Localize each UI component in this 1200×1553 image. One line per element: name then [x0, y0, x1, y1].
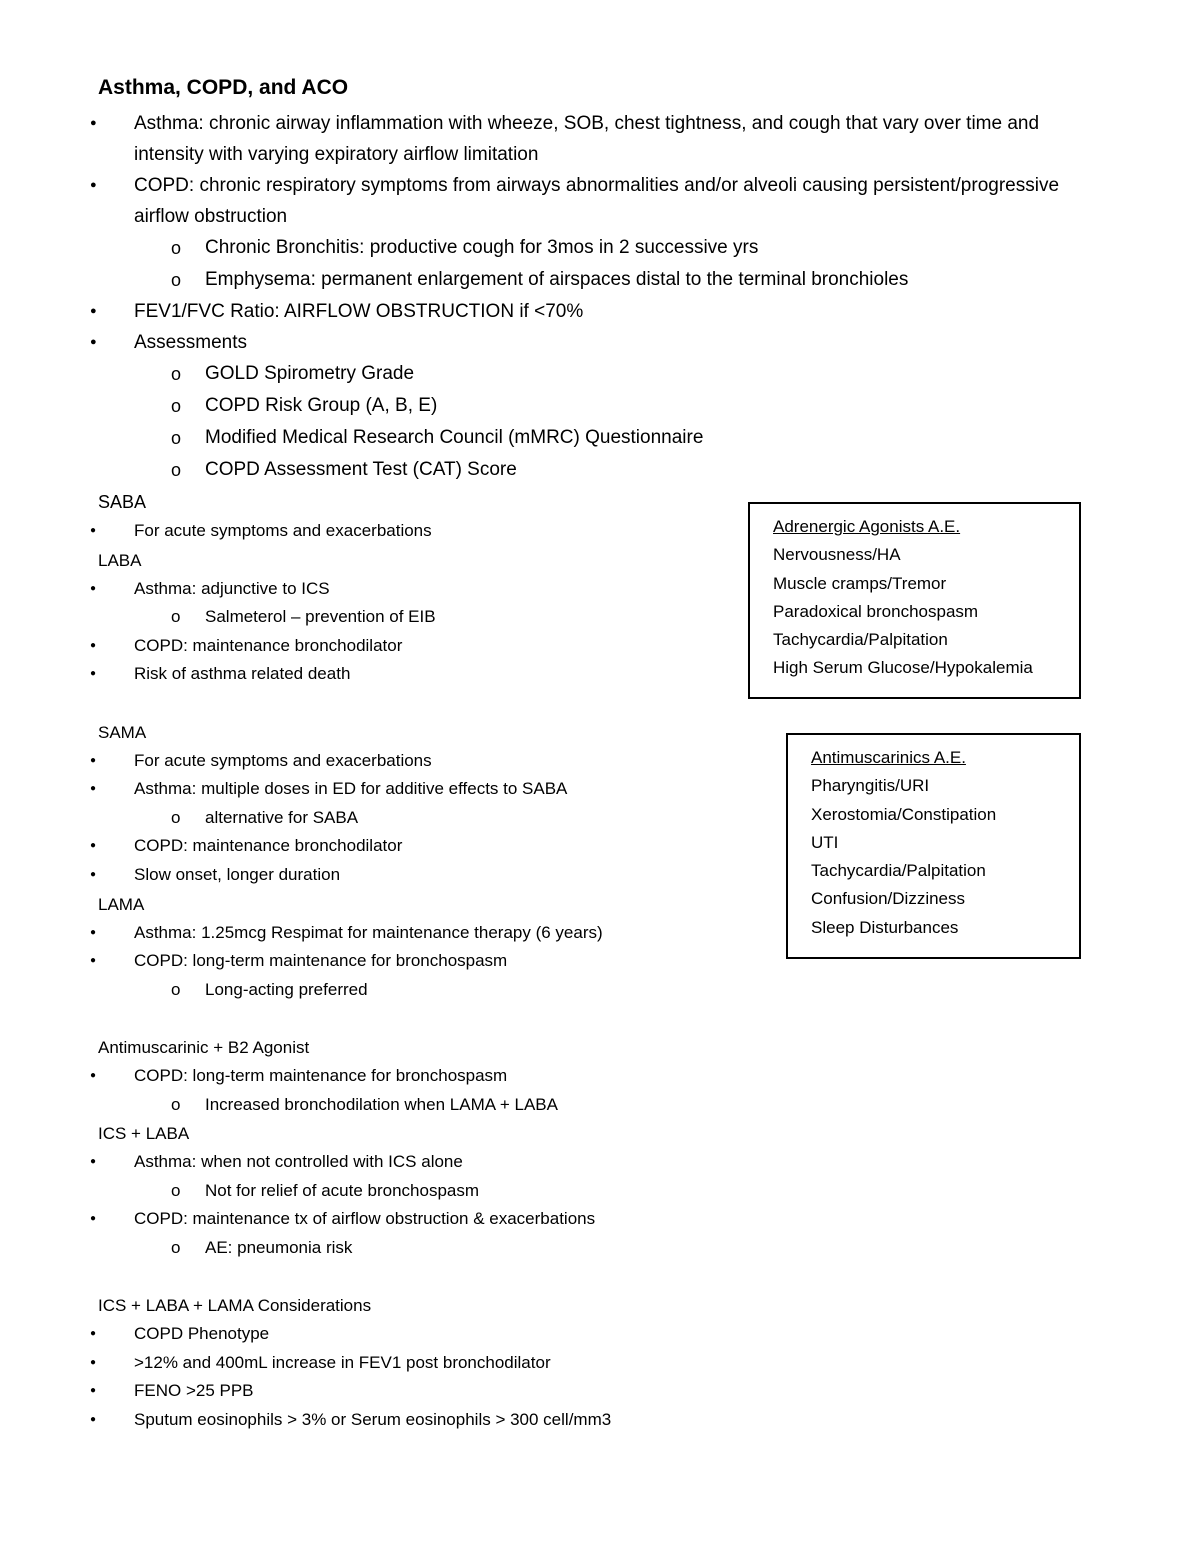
sub-bullet-antimuscarinic-b2: o Increased bronchodilation when LAMA + LABA [90, 1091, 730, 1120]
heading-sama: SAMA [98, 722, 147, 742]
bullet-sama-acute: ● For acute symptoms and exacerbations [90, 747, 730, 776]
bullet-laba-asthma: ● Asthma: adjunctive to ICS [90, 575, 730, 604]
spacer [90, 1262, 730, 1291]
bullet-sama-asthma: ● Asthma: multiple doses in ED for additive effects to SABA [90, 775, 730, 804]
bullet-asthma-definition: ● Asthma: chronic airway inflammation with wheeze, SOB, chest tightness, and cough that vary over time and intensity with varying expiratory airflow limitation [90, 108, 1090, 170]
adrenergic-ae-item: Paradoxical bronchospasm [773, 601, 979, 621]
heading-saba: SABA [98, 492, 147, 512]
sub-bullet-chronic-bronchitis: o Chronic Bronchitis: productive cough for 3mos in 2 successive yrs [90, 232, 1090, 264]
overview-section [90, 108, 1090, 486]
heading-antimuscarinic-b2: Antimuscarinic + B2 Agonist [98, 1037, 310, 1057]
bullet-saba: ● For acute symptoms and exacerbations [90, 517, 730, 546]
sub-bullet-assessment: o Modified Medical Research Council (mMRC) Questionnaire [90, 422, 1090, 454]
sub-bullet-ics-laba-relief: o Not for relief of acute bronchospasm [90, 1177, 730, 1206]
bullet-consideration: ● FENO >25 PPB [90, 1377, 730, 1406]
sub-bullet-assessment: o GOLD Spirometry Grade [90, 358, 1090, 390]
bullet-copd-definition: ● COPD: chronic respiratory symptoms from airways abnormalities and/or alveoli causing persistent/progressive airflow obstruction [90, 170, 1090, 232]
sub-bullet-sama-alternative: o alternative for SABA [90, 804, 730, 833]
bullet-ics-laba-asthma: ● Asthma: when not controlled with ICS alone [90, 1148, 730, 1177]
adrenergic-ae-item: Tachycardia/Palpitation [773, 630, 948, 650]
adrenergic-ae-item: High Serum Glucose/Hypokalemia [773, 658, 1033, 678]
bullet-consideration: ● Sputum eosinophils > 3% or Serum eosinophils > 300 cell/mm3 [90, 1406, 730, 1435]
sub-bullet-laba-salmeterol: o Salmeterol – prevention of EIB [90, 603, 730, 632]
adrenergic-ae-item: Nervousness/HA [773, 545, 901, 565]
adrenergic-ae-box [748, 502, 1081, 699]
sub-bullet-ics-laba-pneumonia: o AE: pneumonia risk [90, 1234, 730, 1263]
bullet-consideration: ● >12% and 400mL increase in FEV1 post bronchodilator [90, 1349, 730, 1378]
sub-bullet-emphysema: o Emphysema: permanent enlargement of airspaces distal to the terminal bronchioles [90, 264, 1090, 296]
bullet-laba-risk: ● Risk of asthma related death [90, 660, 730, 689]
heading-lama: LAMA [98, 894, 145, 914]
heading-ics-laba-lama: ICS + LABA + LAMA Considerations [98, 1296, 372, 1316]
spacer [90, 689, 730, 718]
bullet-sama-onset: ● Slow onset, longer duration [90, 861, 730, 890]
antimuscarinic-ae-box [786, 733, 1081, 959]
bullet-fev-ratio: ● FEV1/FVC Ratio: AIRFLOW OBSTRUCTION if <70% [90, 296, 1090, 327]
bullet-antimuscarinic-b2-copd: ● COPD: long-term maintenance for bronchospasm [90, 1062, 730, 1091]
bullet-lama-copd: ● COPD: long-term maintenance for bronchospasm [90, 947, 730, 976]
bullet-assessments: ● Assessments [90, 327, 1090, 358]
spacer [90, 1004, 730, 1033]
heading-laba: LABA [98, 550, 142, 570]
antimuscarinic-ae-item: Confusion/Dizziness [811, 889, 966, 909]
bullet-sama-copd: ● COPD: maintenance bronchodilator [90, 832, 730, 861]
antimuscarinic-ae-item: Sleep Disturbances [811, 917, 959, 937]
antimuscarinic-ae-item: Pharyngitis/URI [811, 776, 930, 796]
antimuscarinic-ae-heading: Antimuscarinics A.E. [811, 748, 966, 767]
bullet-laba-copd: ● COPD: maintenance bronchodilator [90, 632, 730, 661]
heading-ics-laba: ICS + LABA [98, 1124, 190, 1144]
adrenergic-ae-heading: Adrenergic Agonists A.E. [773, 517, 961, 536]
antimuscarinic-ae-item: UTI [811, 832, 839, 852]
sub-bullet-lama-preferred: o Long-acting preferred [90, 976, 730, 1005]
antimuscarinic-ae-item: Xerostomia/Constipation [811, 804, 997, 824]
antimuscarinic-ae-item: Tachycardia/Palpitation [811, 861, 986, 881]
bullet-consideration: ● COPD Phenotype [90, 1320, 730, 1349]
page-title: Asthma, COPD, and ACO [98, 76, 349, 99]
bullet-lama-asthma: ● Asthma: 1.25mcg Respimat for maintenance therapy (6 years) [90, 919, 730, 948]
sub-bullet-assessment: o COPD Assessment Test (CAT) Score [90, 454, 1090, 486]
drug-classes-section [90, 488, 730, 1434]
bullet-ics-laba-copd: ● COPD: maintenance tx of airflow obstruction & exacerbations [90, 1205, 730, 1234]
sub-bullet-assessment: o COPD Risk Group (A, B, E) [90, 390, 1090, 422]
adrenergic-ae-item: Muscle cramps/Tremor [773, 573, 947, 593]
